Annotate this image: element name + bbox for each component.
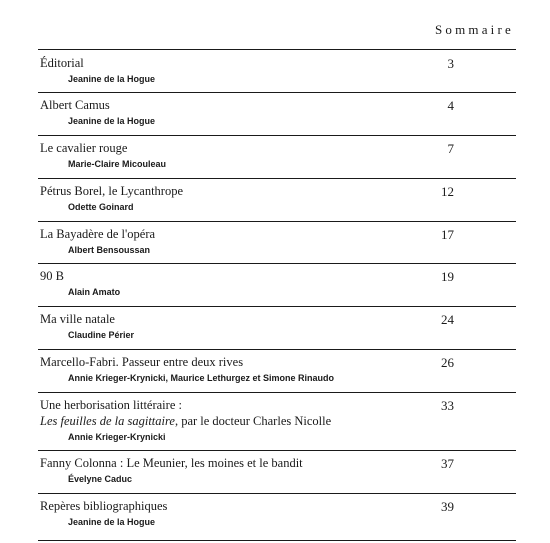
- toc-entry: [38, 263, 516, 306]
- entry-title: Marcello-Fabri. Passeur entre deux rives: [40, 355, 244, 369]
- entry-page-number: 19: [441, 269, 454, 284]
- entry-title: Une herborisation littéraire :: [40, 398, 182, 412]
- entry-author: Jeanine de la Hogue: [68, 517, 156, 527]
- toc-entry: [38, 92, 516, 135]
- entry-title: La Bayadère de l'opéra: [40, 227, 156, 241]
- entry-page-number: 12: [441, 184, 454, 199]
- entry-author: Évelyne Caduc: [68, 474, 133, 484]
- toc-entry: [38, 450, 516, 493]
- entry-page-number: 17: [441, 227, 454, 242]
- entry-page-number: 7: [447, 141, 454, 156]
- entry-title: Fanny Colonna : Le Meunier, les moines et le bandit: [40, 456, 303, 470]
- entry-author: Annie Krieger-Krynicki: [68, 432, 166, 442]
- entry-page-number: 37: [441, 456, 454, 471]
- toc-entry: [38, 178, 516, 221]
- entry-page-number: 4: [447, 98, 454, 113]
- entry-title: Albert Camus: [40, 98, 110, 112]
- table-of-contents: [38, 49, 516, 536]
- toc-entry: [38, 493, 516, 536]
- bottom-rule: [38, 540, 516, 541]
- entry-author: Claudine Périer: [68, 330, 135, 340]
- entry-author: Albert Bensoussan: [68, 245, 151, 255]
- entry-subtitle-italic: Les feuilles de la sagittaire: [40, 414, 175, 428]
- entry-author: Alain Amato: [68, 287, 121, 297]
- entry-page-number: 26: [441, 355, 454, 370]
- entry-title: Le cavalier rouge: [40, 141, 128, 155]
- toc-entry: [38, 392, 516, 450]
- entry-author: Annie Krieger-Krynicki, Maurice Lethurgez et Simone Rinaudo: [68, 373, 335, 383]
- entry-subtitle-rest: , par le docteur Charles Nicolle: [174, 414, 332, 428]
- toc-entry: [38, 49, 516, 92]
- toc-entry: [38, 221, 516, 263]
- entry-page-number: 3: [447, 56, 454, 71]
- page-title: Sommaire: [434, 22, 514, 37]
- entry-title: Repères bibliographiques: [40, 499, 168, 513]
- entry-page-number: 24: [441, 312, 454, 327]
- entry-author: Marie-Claire Micouleau: [68, 159, 167, 169]
- entry-title: Ma ville natale: [40, 312, 115, 326]
- entry-subtitle: [40, 413, 516, 429]
- toc-entry: [38, 306, 516, 349]
- entry-page-number: 33: [441, 398, 454, 413]
- entry-title: 90 B: [40, 269, 64, 283]
- toc-entry: [38, 349, 516, 392]
- entry-author: Jeanine de la Hogue: [68, 116, 156, 126]
- entry-title: Éditorial: [40, 56, 84, 70]
- entry-author: Jeanine de la Hogue: [68, 74, 156, 84]
- entry-title: Pétrus Borel, le Lycanthrope: [40, 184, 184, 198]
- entry-page-number: 39: [441, 499, 454, 514]
- toc-entry: [38, 135, 516, 178]
- entry-author: Odette Goinard: [68, 202, 134, 212]
